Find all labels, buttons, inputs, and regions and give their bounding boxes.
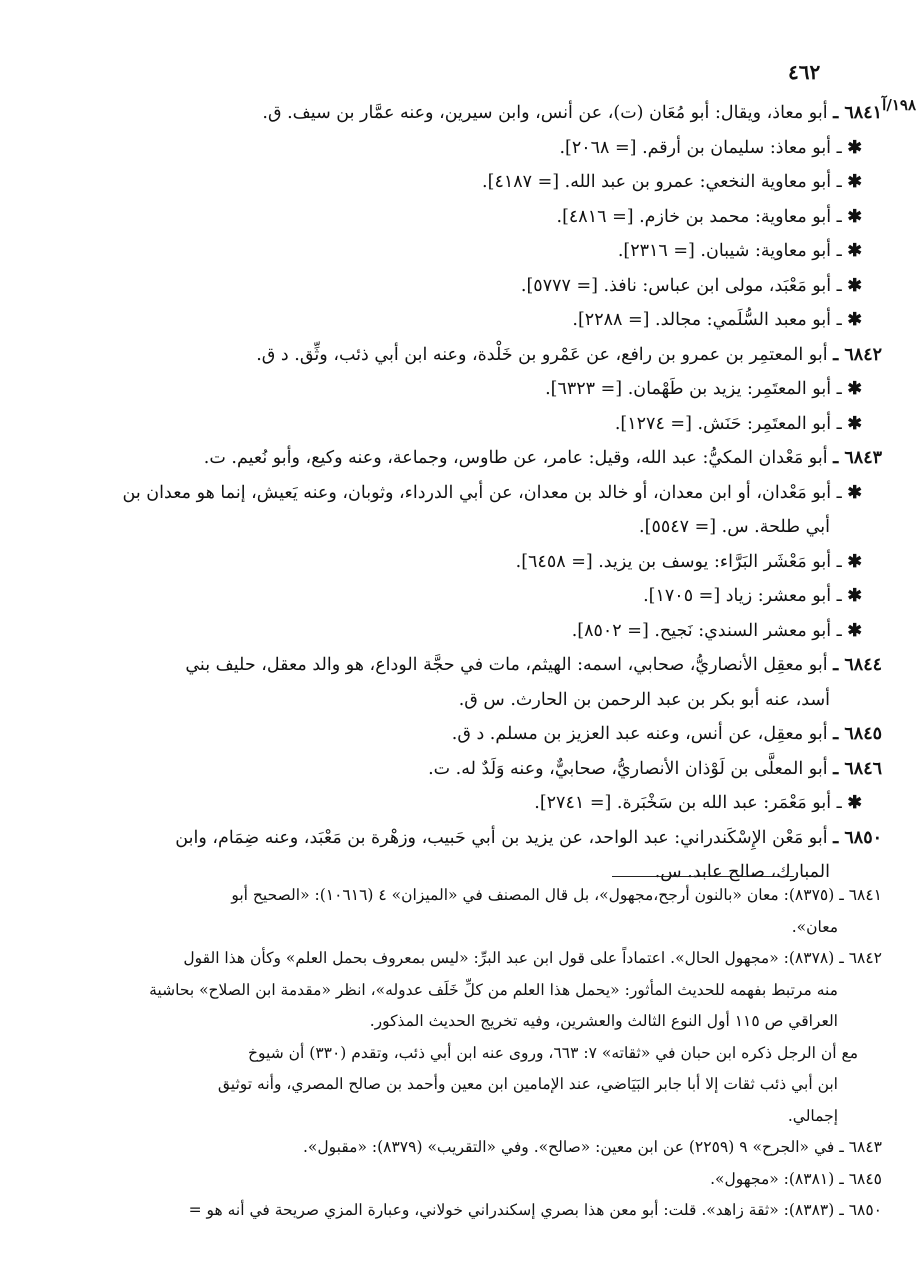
footnote-continuation: معان». <box>791 917 838 936</box>
entry-number: ٦٨٤٣ ـ <box>833 448 882 468</box>
cross-reference-line <box>32 200 882 235</box>
entry-text: أبو معقِل، عن أنس، وعنه عبد العزيز بن مسلم. د ق. <box>451 724 828 744</box>
entry-number: ٦٨٤١ ـ <box>833 103 882 123</box>
entry-number: ٦٨٤٦ ـ <box>833 758 882 779</box>
entry-number: ٦٨٤٤ ـ <box>833 655 882 675</box>
entry-number: ٦٨٥٠ ـ <box>833 827 882 848</box>
entry-text: أبو مَعْن الإِسْكَندراني: عبد الواحد، عن يزيد بن أبي حَبيب، وزهْرة بن مَعْبَد، وعنه ضِمَام، وابن <box>175 827 828 848</box>
asterisk-icon: ✱ <box>847 551 862 572</box>
footnotes <box>32 880 882 1227</box>
footnote-continuation: مع أن الرجل ذكره ابن حبان في «ثقاته» ٧: ٦٦٣، وروى عنه ابن أبي ذئب، وتقدم (٣٣٠) أن شيوخ <box>248 1043 858 1062</box>
entry-line <box>32 717 882 752</box>
entry-text: أبو مَعْدان المكيُّ: عبد الله، وقيل: عامر، عن طاوس، وجماعة، وعنه وكيع، وأبو نُعيم. ت. <box>203 448 828 468</box>
entry-line <box>32 821 882 856</box>
footnote-continuation: إجمالي. <box>787 1106 838 1125</box>
entry-text: ـ أبو معبد السُّلَمي: مجالد. [= ٢٢٨٨]. <box>572 310 842 330</box>
main-text <box>32 96 916 890</box>
entry-text: ـ أبو معاوية النخعي: عمرو بن عبد الله. [= ٤١٨٧]. <box>482 172 842 192</box>
cross-reference-line <box>32 165 882 200</box>
margin-reference: ١٩٨/آ <box>882 96 916 114</box>
footnote-line: ٦٨٤٢ ـ (٨٣٧٨): «مجهول الحال». اعتماداً على قول ابن عبد البرِّ: «ليس بمعروف بحمل العلم» وكأن هذا القول <box>183 949 882 967</box>
entry-text: ـ أبو معاوية: محمد بن خازم. [= ٤٨١٦]. <box>556 206 842 227</box>
entry-text: ـ أبو معاذ: سليمان بن أرقم. [= ٢٠٦٨]. <box>559 137 842 158</box>
entry-text: ـ أبو المعتَمِر: حَنَش. [= ١٢٧٤]. <box>614 413 842 434</box>
footnote-continuation: ابن أبي ذئب ثقات إلا أبا جابر البَيَاضي، عند الإمامين ابن معين وأحمد بن صالح المصري، وأنه توثيق <box>217 1075 838 1093</box>
asterisk-icon: ✱ <box>847 206 862 227</box>
asterisk-icon: ✱ <box>847 413 862 434</box>
cross-reference-line <box>32 269 882 304</box>
asterisk-icon: ✱ <box>847 310 862 330</box>
entry-text: ـ أبو المعتَمِر: يزيد بن طَهْمان. [= ٦٣٢٣]. <box>545 379 842 399</box>
entry-line <box>32 441 882 476</box>
cross-reference-line <box>32 372 882 407</box>
footnote-line: ٦٨٤٣ ـ في «الجرح» ٩ (٢٢٥٩) عن ابن معين: «صالح». وفي «التقريب» (٨٣٧٩): «مقبول». <box>302 1138 882 1156</box>
footnote-line: ٦٨٤٥ ـ (٨٣٨١): «مجهول». <box>710 1169 882 1188</box>
asterisk-icon: ✱ <box>847 275 862 296</box>
entry-text: المبارك، صالح عابد. س. <box>654 862 830 882</box>
entry-text: ـ أبو معشر: زياد [= ١٧٠٥]. <box>643 586 842 606</box>
entry-text: ـ أبو معشر السندي: نَجيح. [= ٨٥٠٢]. <box>571 620 842 641</box>
cross-reference-line <box>32 234 882 269</box>
cross-reference-line <box>32 303 882 338</box>
cross-reference-line <box>32 476 882 511</box>
asterisk-icon: ✱ <box>847 586 862 606</box>
entry-text: ـ أبو مَعْشَر البَرَّاء: يوسف بن يزيد. [= ٦٤٥٨]. <box>515 551 842 572</box>
footnote-continuation: العراقي ص ١١٥ أول النوع الثالث والعشرين، وفيه تخريج الحديث المذكور. <box>369 1012 838 1030</box>
asterisk-icon: ✱ <box>847 137 862 158</box>
asterisk-icon: ✱ <box>847 241 862 261</box>
entry-text: أبي طلحة. س. [= ٥٥٤٧]. <box>639 517 830 537</box>
entry-text: ـ أبو معاوية: شيبان. [= ٢٣١٦]. <box>617 241 842 261</box>
cross-reference-line <box>32 131 882 166</box>
continuation-line <box>32 683 882 718</box>
entry-line <box>32 752 882 787</box>
entry-number: ٦٨٤٥ ـ <box>833 724 882 744</box>
entry-text: أبو معاذ، ويقال: أبو مُعَان (ت)، عن أنس، وابن سيرين، وعنه عمَّار بن سيف. ق. <box>262 103 828 123</box>
asterisk-icon: ✱ <box>847 482 862 503</box>
entry-line <box>32 96 882 131</box>
continuation-line <box>32 510 882 545</box>
cross-reference-line <box>32 579 882 614</box>
footnote-continuation: منه مرتبط بفهمه للحديث المأثور: «يحمل هذا العلم من كلِّ خَلَف عدوله»، انظر «مقدمة ابن الصلاح» بحاشية <box>149 980 838 999</box>
asterisk-icon: ✱ <box>847 793 862 813</box>
cross-reference-line <box>32 614 882 649</box>
entry-text: ـ أبو مَعْبَد، مولى ابن عباس: نافذ. [= ٥٧٧٧]. <box>520 275 842 296</box>
entry-number: ٦٨٤٢ ـ <box>833 344 882 365</box>
page-number: ٤٦٢ <box>788 60 821 84</box>
entry-text: أبو المعلَّى بن لَوْذان الأنصاريُّ، صحابيٌّ، وعنه وَلَدٌ له. ت. <box>428 758 828 779</box>
entry-text: أسد، عنه أبو بكر بن عبد الرحمن بن الحارث. س ق. <box>458 689 830 710</box>
entry-line <box>32 338 882 373</box>
cross-reference-line <box>32 545 882 580</box>
entry-line <box>32 648 882 683</box>
entry-text: ـ أبو مَعْدان، أو ابن معدان، أو خالد بن معدان، عن أبي الدرداء، وثوبان، وعنه يَعيش، إنما هو معدان بن <box>122 482 842 503</box>
entry-text: أبو المعتمِر بن عمرو بن رافع، عن عَمْرو بن خَلْدة، وعنه ابن أبي ذئب، وثِّق. د ق. <box>256 344 828 365</box>
footnote-separator <box>612 876 794 877</box>
footnote-line: ٦٨٤١ ـ (٨٣٧٥): معان «بالنون أرجح،مجهول»، بل قال المصنف في «الميزان» ٤ (١٠٦١٦): «الصحيح أبو <box>231 886 882 904</box>
cross-reference-line <box>32 407 882 442</box>
cross-reference-line <box>32 786 882 821</box>
footnote-line: ٦٨٥٠ ـ (٨٣٨٣): «ثقة زاهد». قلت: أبو معن هذا بصري إسكندراني خولاني، وعبارة المزي صريحة في أنه هو = <box>188 1201 882 1219</box>
entry-text: ـ أبو مَعْمَر: عبد الله بن سَخْبَرة. [= ٢٧٤١]. <box>534 793 842 813</box>
asterisk-icon: ✱ <box>847 620 862 641</box>
entry-text: أبو معقِل الأنصاريُّ، صحابي، اسمه: الهيثم، مات في حجَّة الوداع، هو والد معقل، حليف بني <box>185 655 828 675</box>
asterisk-icon: ✱ <box>847 379 862 399</box>
asterisk-icon: ✱ <box>847 172 862 192</box>
